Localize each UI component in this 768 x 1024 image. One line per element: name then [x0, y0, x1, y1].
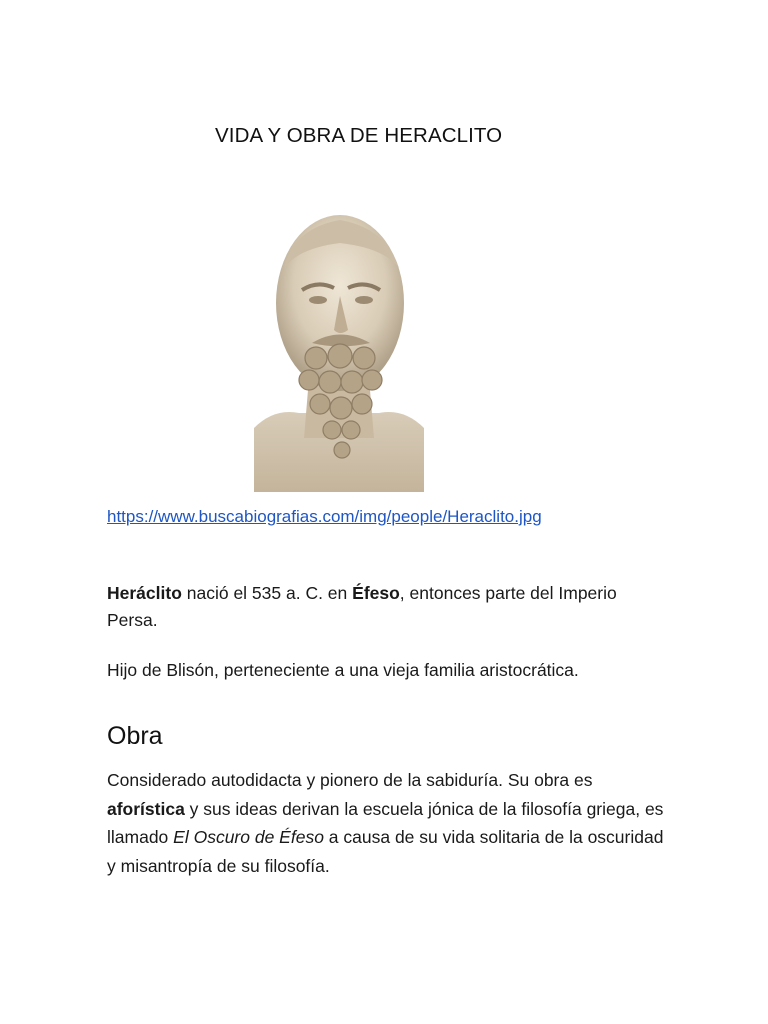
paragraph-obra — [107, 766, 667, 880]
heraclitus-bust-image — [254, 208, 424, 492]
place-bold: Éfeso — [352, 583, 400, 603]
aforistica-bold: aforística — [107, 798, 185, 819]
image-source-link[interactable]: https://www.buscabiografias.com/img/people/Heraclito.jpg — [107, 507, 542, 526]
obra-text-3: a causa de su vida solitaria de la oscuridad y misantropía de su filosofía. — [107, 827, 664, 876]
obra-text-1: Considerado autodidacta y pionero de la sabiduría. Su obra es — [107, 770, 593, 790]
document-title: VIDA Y OBRA DE HERACLITO — [215, 124, 503, 147]
oscuro-italic: El Oscuro de Éfeso — [173, 827, 324, 847]
paragraph-birth — [107, 580, 667, 634]
name-bold: Heráclito — [107, 583, 182, 603]
section-heading-obra: Obra — [107, 722, 163, 750]
paragraph-family: Hijo de Blisón, perteneciente a una vieja familia aristocrática. — [107, 660, 579, 680]
obra-text-2: y sus ideas derivan la escuela jónica de la filosofía griega, es llamado — [107, 798, 664, 847]
birth-text: nació el 535 a. C. en — [181, 583, 353, 603]
birth-text-end: , entonces parte del Imperio Persa. — [107, 583, 617, 630]
